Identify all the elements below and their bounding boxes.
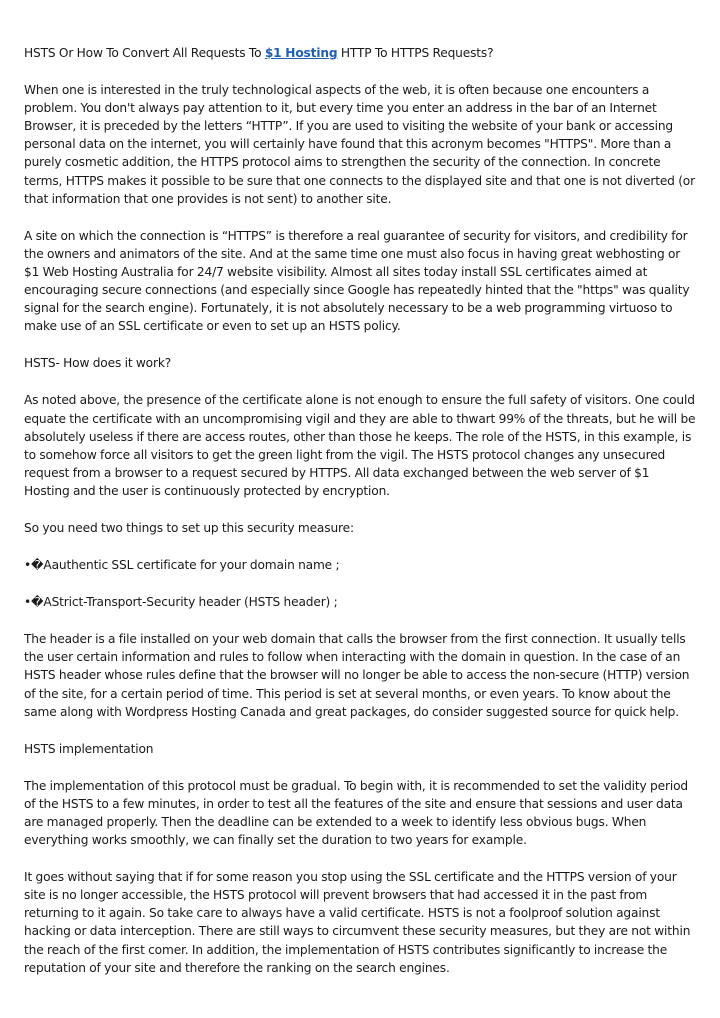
guarantee-paragraph: A site on which the connection is “HTTPS” is therefore a real guarantee of security for visitors, and credibility for the owners and animators of the site. And at the same time one must also focus in having great webhosting or $1 Web Hosting Australia for 24/7 website visibility. Almost all sites today install SSL certificates aimed at encouraging secure connections (and especially since Google has repeatedly hinted that the "https" was quality signal for the search engine). Fortunately, it is not absolutely necessary to be a web programming virtuoso to make use of an SSL certificate or even to set up an HSTS policy.	[24, 228, 690, 334]
how-it-works-heading: HSTS- How does it work?	[24, 356, 172, 371]
intro-paragraph: When one is interested in the truly technological aspects of the web, it is often because one encounters a problem. You don't always pay attention to it, but every time you enter an address in the bar of an Internet Browser, it is preceded by the letters “HTTP”. If you are used to visiting the website of your bank or accessing personal data on the internet, you will certainly have found that this acronym becomes "HTTPS". More than a purely cosmetic addition, the HTTPS protocol aims to strengthen the security of the connection. In concrete terms, HTTPS makes it possible to be sure that one connects to the displayed site and that one is not diverted (or that information that one provides is not sent) to another site.	[24, 83, 695, 206]
title-suffix: HTTP To HTTPS Requests?	[337, 46, 494, 60]
requirements-intro: So you need two things to set up this security measure:	[24, 520, 354, 535]
bullet-icon: •�A	[24, 558, 52, 573]
title-prefix: HSTS Or How To Convert All Requests To	[24, 46, 265, 60]
list-item-text: authentic SSL certificate for your domain name ;	[51, 558, 340, 573]
implementation-paragraph: The implementation of this protocol must be gradual. To begin with, it is recommended to set the validity period of the HSTS to a few minutes, in order to test all the features of the site and ensure that sessions and user data are managed properly. Then the deadline can be extended to a week to identify less obvious bugs. When everything works smoothly, we can finally set the duration to two years for example.	[24, 778, 688, 848]
article-title	[24, 44, 698, 62]
hosting-link[interactable]: $1 Hosting	[264, 46, 338, 60]
how-it-works-paragraph: As noted above, the presence of the certificate alone is not enough to ensure the full safety of visitors. One could equate the certificate with an uncompromising vigil and they are able to thwart 99% of the threats, but he will be absolutely useless if there are access routes, other than those he keeps. The role of the HSTS, in this example, is to somehow force all visitors to get the green light from the vigil. The HSTS protocol changes any unsecured request from a browser to a request secured by HTTPS. All data exchanged between the web server of $1 Hosting and the user is continuously protected by encryption.	[24, 393, 696, 498]
implementation-heading: HSTS implementation	[24, 741, 154, 756]
list-item-text: Strict-Transport-Security header (HSTS header) ;	[51, 595, 338, 610]
bullet-icon: •�A	[24, 595, 52, 610]
header-paragraph: The header is a file installed on your web domain that calls the browser from the first connection. It usually tells the user certain information and rules to follow when interacting with the domain in question. In the case of an HSTS header whose rules define that the browser will no longer be able to access the non-secure (HTTP) version of the site, for a certain period of time. This period is set at several months, or even years. To know about the same along with Wordpress Hosting Canada and great packages, do consider suggested source for quick help.	[24, 632, 690, 719]
list-item	[24, 556, 698, 574]
list-item	[24, 593, 698, 611]
closing-paragraph: It goes without saying that if for some reason you stop using the SSL certificate and the HTTPS version of your site is no longer accessible, the HSTS protocol will prevent browsers that had accessed it in the past from returning to it again. So take care to always have a valid certificate. HSTS is not a foolproof solution against hacking or data interception. There are still ways to circumvent these security measures, but they are not within the reach of the first comer. In addition, the implementation of HSTS contributes significantly to increase the reputation of your site and therefore the ranking on the search engines.	[24, 870, 691, 975]
